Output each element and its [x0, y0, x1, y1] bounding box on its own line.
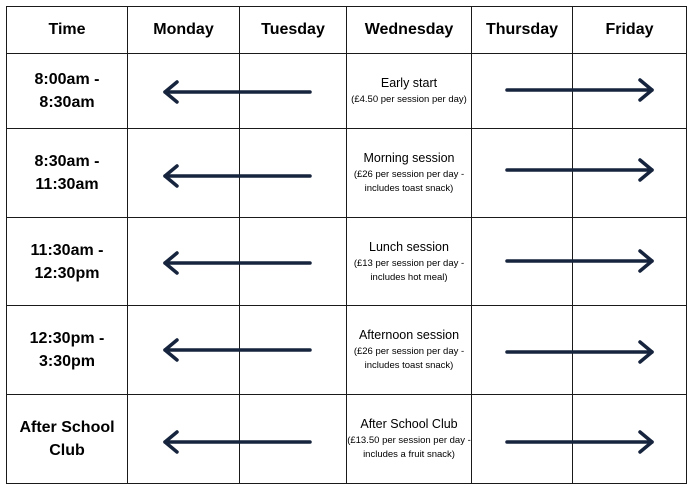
tuesday-cell [240, 395, 347, 484]
header-time: Time [7, 7, 128, 54]
wednesday-cell [347, 306, 472, 395]
time-cell [7, 218, 128, 306]
session-name: Afternoon session [358, 328, 460, 342]
table-row [7, 129, 687, 218]
monday-cell [128, 306, 240, 395]
header-monday: Monday [128, 7, 240, 54]
table-row [7, 54, 687, 129]
table-row [7, 306, 687, 395]
friday-cell [573, 54, 687, 129]
time-start: 8:30am - [34, 153, 100, 170]
session-name: Early start [380, 76, 438, 90]
session-price: (£26 per session per day - includes toast snack) [353, 346, 465, 371]
time-end: 11:30am [35, 176, 99, 193]
wednesday-cell [347, 54, 472, 129]
schedule-table [6, 6, 687, 484]
friday-cell [573, 129, 687, 218]
table-row [7, 395, 687, 484]
time-start: 11:30am - [30, 241, 104, 259]
time-start: After School [19, 419, 115, 436]
wednesday-cell [347, 395, 472, 484]
wednesday-cell [347, 129, 472, 218]
thursday-cell [472, 54, 573, 129]
time-end: 3:30pm [38, 353, 96, 370]
time-start: 12:30pm - [29, 330, 105, 347]
time-end: 8:30am [39, 94, 95, 111]
table-row [7, 218, 687, 306]
header-row [7, 7, 687, 54]
thursday-cell [472, 306, 573, 395]
header-tuesday: Tuesday [240, 7, 347, 54]
time-end: 12:30pm [34, 264, 100, 282]
time-cell [7, 54, 128, 129]
monday-cell [128, 395, 240, 484]
session-price: (£4.50 per session per day) [351, 94, 467, 105]
session-price: (£13.50 per session per day - includes a fruit snack) [347, 435, 471, 460]
session-price: (£26 per session per day - includes toast snack) [353, 169, 465, 194]
session-price: (£13 per session per day - includes hot meal) [353, 257, 465, 283]
session-name: Lunch session [369, 239, 449, 254]
monday-cell [128, 54, 240, 129]
monday-cell [128, 218, 240, 306]
tuesday-cell [240, 129, 347, 218]
friday-cell [573, 218, 687, 306]
friday-cell [573, 395, 687, 484]
time-start: 8:00am - [34, 71, 100, 88]
tuesday-cell [240, 218, 347, 306]
time-cell [7, 129, 128, 218]
header-friday: Friday [573, 7, 687, 54]
friday-cell [573, 306, 687, 395]
session-name: Morning session [363, 151, 455, 165]
thursday-cell [472, 129, 573, 218]
wednesday-cell [347, 218, 472, 306]
time-end: Club [49, 442, 85, 459]
time-cell [7, 395, 128, 484]
header-thursday: Thursday [472, 7, 573, 54]
thursday-cell [472, 218, 573, 306]
thursday-cell [472, 395, 573, 484]
tuesday-cell [240, 54, 347, 129]
time-cell [7, 306, 128, 395]
header-wednesday: Wednesday [347, 7, 472, 54]
session-name: After School Club [360, 417, 458, 431]
tuesday-cell [240, 306, 347, 395]
monday-cell [128, 129, 240, 218]
